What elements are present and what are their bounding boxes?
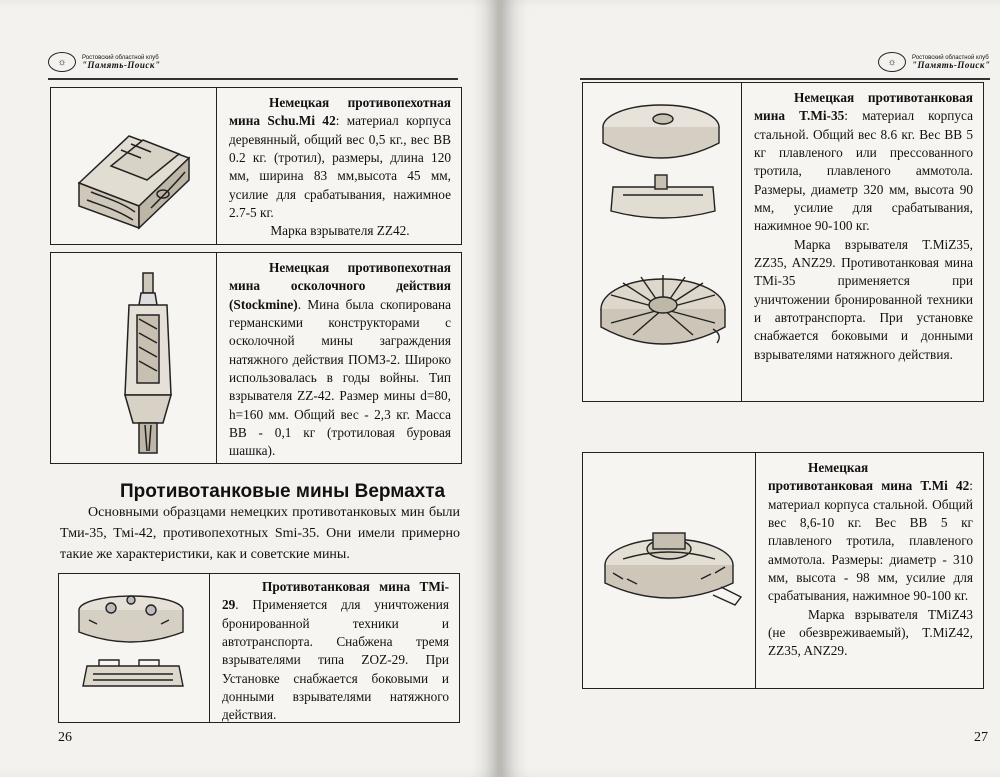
mine-card-stockmine <box>50 252 462 464</box>
schumi42-illustration <box>51 88 217 244</box>
stockmine-body: . Мина была скопирована германскими конструкторами с осколочной мины заграждения натяжного действия ПОМЗ-2. Широко использовалась в годы войны. Тип взрывателя ZZ-42. Размер мины d=80, h=160 мм. Общий вес - 2,3 кг. Масса ВВ - 0,1 кг (тротиловая буровая шашка). <box>229 296 451 459</box>
club-logo-right <box>878 52 990 72</box>
section-body <box>60 502 460 565</box>
tmi42-illustration <box>583 453 756 688</box>
stockmine-title: Немецкая противопехотная мина осколочного действия (Stockmine) <box>229 260 451 312</box>
tmi42-body: : материал корпуса стальной. Общий вес 8,6-10 кг. Вес ВВ 5 кг плавленого тротила, плавленого аммотола. Размеры: диаметр - 310 мм, высота - 98 мм, усилие для срабатывания, нажимное 90-100 кг. <box>768 478 973 604</box>
page-number-left: 26 <box>58 730 72 745</box>
schumi42-title: Немецкая противопехотная мина Schu.Mi 42 <box>229 95 451 129</box>
logo-small-text: Ростовский областной клуб <box>82 54 159 61</box>
tmi42-title: Немецкая противотанковая мина T.Mi 42 <box>768 460 970 494</box>
tmi29-title: Противотанковая мина TMi-29 <box>222 579 449 613</box>
mine-card-tmi29 <box>58 573 460 723</box>
stockmine-illustration <box>51 253 217 463</box>
tmi35-title: Немецкая противотанковая мина T.Mi-35 <box>754 90 973 124</box>
header-rule <box>48 78 458 80</box>
tmi29-illustration <box>59 574 210 722</box>
tmi35-fuse: Марка взрывателя T.MiZ35, ZZ35, ANZ29. Противотанковая мина TMi-35 применяется при уничтожении бронированной техники и автотранспорта. При установке снабжается боковыми и донными взрывателями натяжного действия. <box>754 236 973 362</box>
emblem-icon: ☼ <box>48 52 76 72</box>
mine-card-tmi35 <box>582 82 984 402</box>
mine-card-tmi42 <box>582 452 984 689</box>
tmi35-illustration <box>583 83 742 401</box>
schumi42-fuse: Марка взрывателя ZZ42. <box>270 223 410 239</box>
left-page <box>0 0 498 777</box>
schumi42-body: : материал корпуса деревянный, общий вес 0,5 кг., вес ВВ 0.2 кг. (тротил), размеры, длина 120 мм, ширина 83 мм,высота 45 мм, усилие для срабатывания, нажимное 2.7-5 кг. <box>229 113 451 221</box>
tmi29-body: . Применяется для уничтожения бронированной техники и автотранспорта. Снабжена тремя взрывателями типа ZOZ-29. При Установке снабжается боковыми и донными взрывателями натяжного действия. <box>222 597 449 723</box>
emblem-icon: ☼ <box>878 52 906 72</box>
club-logo <box>48 52 160 72</box>
logo-small-text: Ростовский областной клуб <box>912 54 989 61</box>
page-number-right: 27 <box>974 730 988 745</box>
logo-club-name: "Память-Поиск" <box>912 59 991 70</box>
tmi42-fuse: Марка взрывателя TMiZ43 (не обезвреживаемый), T.MiZ42, ZZ35, ANZ29. <box>768 606 973 659</box>
header-rule <box>580 78 990 80</box>
section-paragraph: Основными образцами немецких противотанковых мин были Тми-35, Тмi-42, противопехотных Smi-35. Они имели примерно такие же характеристики, как и советские мины. <box>60 505 460 562</box>
right-page <box>502 0 1000 777</box>
logo-club-name: "Память-Поиск" <box>82 59 161 70</box>
section-title: Противотанковые мины Вермахта <box>120 481 446 502</box>
tmi35-body: : материал корпуса стальной. Общий вес 8.6 кг. Вес ВВ 5 кг плавленого или прессованного тротила, плавленого аммотола. Размеры, диаметр 320 мм, высота 90 мм, усилие для срабатывания, нажимное 90-100 кг. <box>754 108 973 234</box>
mine-card-schumi42 <box>50 87 462 245</box>
